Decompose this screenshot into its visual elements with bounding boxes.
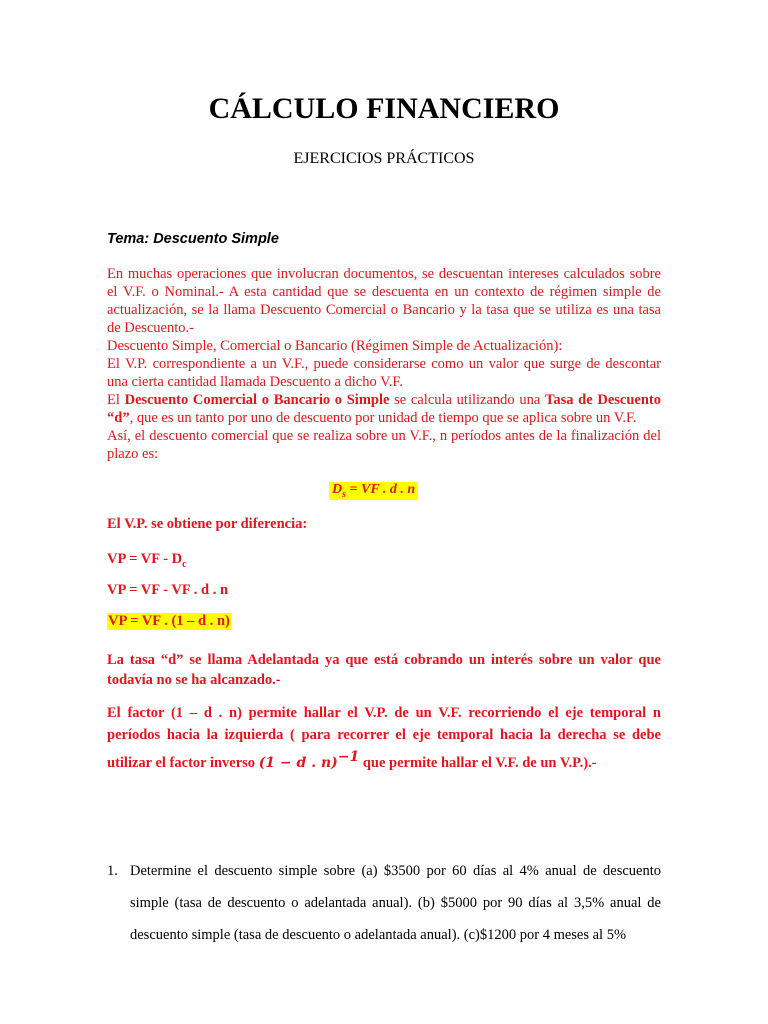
tanto-text: , que es un tanto por uno de descuento por unidad de tiempo que se aplica sobre un V.F. [129,410,637,426]
calcula-text: se calcula utilizando una [389,392,545,408]
tasa-paragraph [107,391,661,427]
section-heading: Tema: Descuento Simple [107,231,279,247]
formula-ds-rest: = VF . d . n [346,482,416,497]
vp-equation-2: VP = VF - VF . d . n [107,582,229,598]
vp-paragraph: El V.P. correspondiente a un V.F., puede considerarse como un valor que surge de descontar una cierta cantidad llamada Descuento a dicho V.F. [107,356,661,390]
exercise-list [107,855,661,951]
exercise-text: Determine el descuento simple sobre (a) $3500 por 60 días al 4% anual de descuento simple (tasa de descuento o adelantada anual). (b) $5000 por 90 días al 3,5% anual de descuento simple (tasa de descuento o adelantada anual). (c)$1200 por 4 meses al 5% [130,863,661,943]
vp-equation-3: VP = VF . (1 – d . n) [108,613,230,629]
factor-text-a: El factor (1 – d . n) permite hallar el V.P. de un V.F. recorriendo el eje temporal n períodos hacia la izquierda ( para recorrer el eje temporal hacia la derecha se debe utilizar el factor inverso [107,705,661,771]
descuento-bold: Descuento Comercial o Bancario o Simple [124,392,390,408]
formula-ds-sub: s [342,488,347,500]
descuento-formula [329,482,418,500]
factor-exponent: −1 [337,749,360,765]
asi-paragraph: Así, el descuento comercial que se realiza sobre un V.F., n períodos antes de la finalización del plazo es: [107,428,661,462]
intro-section [107,265,661,463]
vp-eq1-main: VP = VF - D [107,551,183,567]
document-title: CÁLCULO FINANCIERO [208,92,560,125]
intro-paragraph: En muchas operaciones que involucran documentos, se descuentan intereses calculados sobre el V.F. o Nominal.- A esta cantidad que se descuenta en un contexto de régimen simple de actualización, se la llama Descuento Comercial o Bancario y la tasa que se utiliza es una tasa de Descuento.- [107,266,661,336]
vp-diferencia-heading: El V.P. se obtiene por diferencia: [107,516,308,532]
tasa-bold: Tasa de Descuento “d” [107,392,661,426]
descuento-definition-line: Descuento Simple, Comercial o Bancario (Régimen Simple de Actualización): [107,338,563,354]
factor-paragraph [107,702,661,774]
formula-ds-main: D [332,482,343,497]
factor-inverse: (1 − d . n) [258,754,338,771]
factor-text-b: que permite hallar el V.F. de un V.P.).- [359,754,597,771]
tasa-adelantada-paragraph: La tasa “d” se llama Adelantada ya que está cobrando un interés sobre un valor que todavía no se ha alcanzado.- [107,652,661,688]
exercise-number: 1. [107,863,118,879]
vp-equation-1 [107,551,187,570]
vp-eq1-sub: c [182,558,187,570]
document-subtitle: EJERCICIOS PRÁCTICOS [293,150,475,167]
el-prefix: El [107,392,125,408]
